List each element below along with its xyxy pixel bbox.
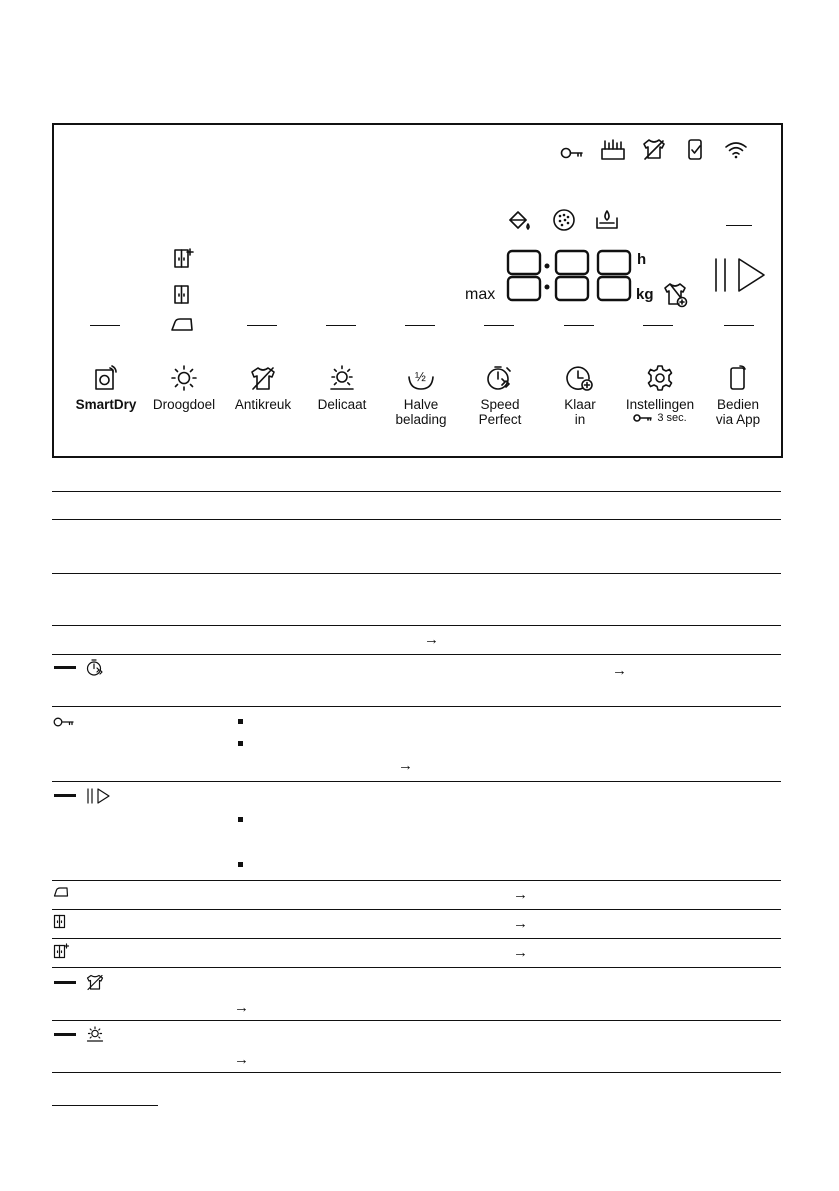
- reservoir-icon: [595, 208, 619, 232]
- indicator-dash: [643, 325, 673, 326]
- table-rule: [52, 1020, 781, 1021]
- bullet: [238, 817, 243, 822]
- bedien-via-app-button[interactable]: [699, 365, 777, 427]
- sun-icon: [171, 365, 197, 391]
- extra-dry-cupboard-icon: [173, 247, 193, 269]
- table-rule: [52, 654, 781, 655]
- antikreuk-label: Antikreuk: [234, 397, 292, 412]
- half-text: ½: [415, 369, 426, 384]
- load-shirt-icon: [663, 282, 691, 308]
- speed-perfect-button[interactable]: [461, 365, 539, 427]
- remote-phone-icon: [686, 138, 706, 160]
- indicator-dash: [484, 325, 514, 326]
- table-rule: [52, 967, 781, 968]
- smartdry-button[interactable]: [67, 365, 145, 412]
- bedien-label: Bedien: [716, 397, 760, 412]
- table-rule: [52, 938, 781, 939]
- indicator-dash: [724, 325, 754, 326]
- droogdoel-label: Droogdoel: [152, 397, 216, 412]
- cupboard-dry-icon: [173, 283, 193, 305]
- indicator-dash: [90, 325, 120, 326]
- key-icon: [560, 145, 584, 161]
- three-seconds-label: 3 sec.: [657, 412, 687, 424]
- arrow: →: [234, 1051, 249, 1068]
- three-seconds-hint: [620, 412, 700, 425]
- table-top-rule: [52, 491, 781, 492]
- antikreuk-icon: [642, 138, 666, 160]
- table-rule: [52, 909, 781, 910]
- kg-unit-label: kg: [636, 286, 654, 303]
- control-panel: [52, 123, 783, 458]
- indicator-dash: [564, 325, 594, 326]
- speed-timer-icon: [486, 365, 514, 391]
- condenser-icon: [600, 137, 626, 161]
- table-rule: [52, 625, 781, 626]
- indicator-bar: [54, 794, 76, 797]
- time-display: [506, 249, 636, 305]
- arrow: →: [612, 662, 627, 679]
- table-rule: [52, 573, 781, 574]
- antikreuk-shirt-icon: [250, 365, 276, 391]
- cupboard-dry-icon: [53, 914, 67, 930]
- antikreuk-shirt-icon: [86, 974, 104, 991]
- water-tank-icon: [508, 208, 532, 232]
- bullet: [238, 862, 243, 867]
- phone-icon: [727, 365, 749, 391]
- start-pause-icon[interactable]: [712, 255, 768, 295]
- arrow: →: [513, 915, 528, 932]
- half-load-icon: [407, 365, 435, 391]
- bullet: [238, 719, 243, 724]
- table-rule: [52, 781, 781, 782]
- gear-icon: [647, 365, 673, 391]
- instellingen-label: Instellingen: [625, 397, 695, 412]
- indicator-bar: [54, 666, 76, 669]
- arrow: →: [398, 757, 413, 774]
- arrow: →: [234, 999, 249, 1016]
- arrow: →: [424, 631, 439, 648]
- start-pause-icon: [86, 787, 112, 805]
- antikreuk-button[interactable]: [224, 365, 302, 412]
- instellingen-button[interactable]: [620, 365, 700, 425]
- indicator-dash: [405, 325, 435, 326]
- indicator-bar: [54, 981, 76, 984]
- start-indicator-dash: [726, 225, 752, 226]
- speed-label: Speed: [480, 397, 520, 412]
- klaar-in-button[interactable]: [541, 365, 619, 427]
- max-label: max: [465, 286, 496, 303]
- iron-dry-icon: [53, 886, 69, 898]
- perfect-label: Perfect: [478, 412, 522, 427]
- belading-label: belading: [395, 412, 447, 427]
- table-rule: [52, 1072, 781, 1073]
- footnote-rule: [52, 1105, 158, 1106]
- iron-dry-icon: [170, 317, 194, 333]
- key-icon: [633, 413, 653, 423]
- hours-unit-label: h: [637, 251, 647, 268]
- speed-timer-icon: [86, 659, 104, 677]
- droogdoel-button[interactable]: [145, 365, 223, 412]
- table-rule: [52, 519, 781, 520]
- indicator-bar: [54, 1033, 76, 1036]
- halve-belading-button[interactable]: [382, 365, 460, 427]
- halve-label: Halve: [403, 397, 439, 412]
- delicaat-label: Delicaat: [317, 397, 367, 412]
- wifi-icon: [725, 140, 747, 160]
- indicator-dash: [326, 325, 356, 326]
- filter-icon: [551, 207, 577, 233]
- delicaat-button[interactable]: [303, 365, 381, 412]
- indicator-dash: [247, 325, 277, 326]
- via-app-label: via App: [715, 412, 761, 427]
- ready-in-clock-icon: [566, 365, 594, 391]
- table-rule: [52, 880, 781, 881]
- smartdry-icon: [94, 365, 118, 391]
- arrow: →: [513, 944, 528, 961]
- bullet: [238, 741, 243, 746]
- table-rule: [52, 706, 781, 707]
- extra-dry-cupboard-icon: [53, 943, 69, 959]
- delicate-sun-icon: [86, 1026, 104, 1043]
- in-label: in: [574, 412, 586, 427]
- smartdry-label: SmartDry: [75, 397, 137, 412]
- klaar-label: Klaar: [564, 397, 596, 412]
- key-icon: [53, 716, 75, 728]
- arrow: →: [513, 886, 528, 903]
- delicate-sun-icon: [329, 365, 355, 391]
